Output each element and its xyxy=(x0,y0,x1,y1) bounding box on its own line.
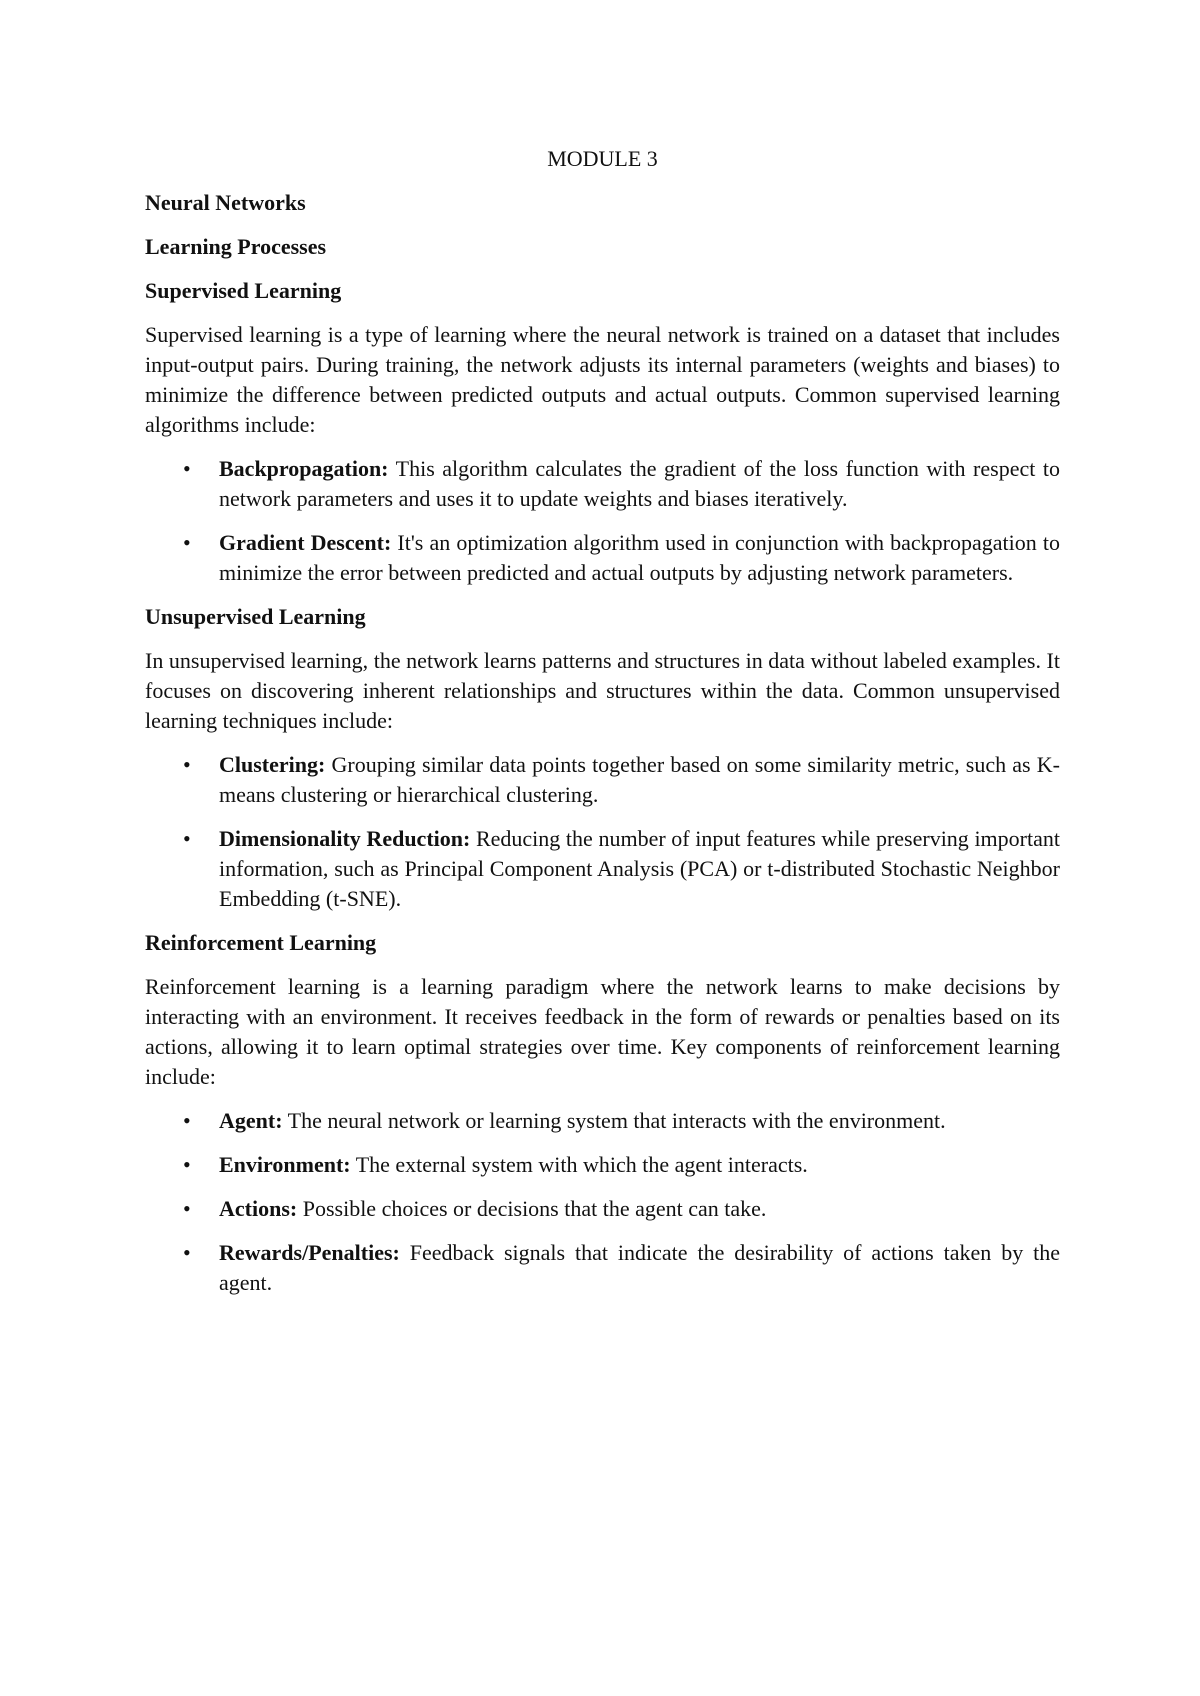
list-item-term: Backpropagation: xyxy=(219,456,389,481)
list-item xyxy=(145,1150,1060,1180)
list-item xyxy=(145,1194,1060,1224)
bullet-icon: • xyxy=(183,1240,191,1265)
bullet-icon: • xyxy=(183,530,191,555)
list-item xyxy=(145,824,1060,914)
bullet-icon: • xyxy=(183,1108,191,1133)
heading-supervised-learning: Supervised Learning xyxy=(145,278,342,303)
supervised-paragraph: Supervised learning is a type of learning where the neural network is trained on a dataset that includes input-output pairs. During training, the network adjusts its internal parameters (weights and biases) to minimize the difference between predicted outputs and actual outputs. Common supervised learning algorithms include: xyxy=(145,322,1060,437)
list-item-text: The neural network or learning system that interacts with the environment. xyxy=(282,1108,946,1133)
unsupervised-paragraph: In unsupervised learning, the network learns patterns and structures in data without labeled examples. It focuses on discovering inherent relationships and structures within the data. Common unsupervised learning techniques include: xyxy=(145,648,1060,733)
list-item xyxy=(145,1106,1060,1136)
list-item-text: This algorithm calculates the gradient of the loss function with respect to network parameters and uses it to update weights and biases iteratively. xyxy=(219,456,1060,511)
list-item-text: Possible choices or decisions that the agent can take. xyxy=(297,1196,767,1221)
list-item xyxy=(145,750,1060,810)
list-item-term: Rewards/Penalties: xyxy=(219,1240,400,1265)
reinforcement-list xyxy=(145,1106,1060,1298)
list-item-text: Grouping similar data points together based on some similarity metric, such as K-means clustering or hierarchical clustering. xyxy=(219,752,1060,807)
module-title: MODULE 3 xyxy=(547,146,658,171)
list-item xyxy=(145,454,1060,514)
document-content xyxy=(145,144,1060,1312)
bullet-icon: • xyxy=(183,1196,191,1221)
list-item-term: Actions: xyxy=(219,1196,298,1221)
bullet-icon: • xyxy=(183,1152,191,1177)
supervised-list xyxy=(145,454,1060,588)
list-item-term: Clustering: xyxy=(219,752,326,777)
reinforcement-paragraph: Reinforcement learning is a learning paradigm where the network learns to make decisions by interacting with an environment. It receives feedback in the form of rewards or penalties based on its actions, allowing it to learn optimal strategies over time. Key components of reinforcement learning include: xyxy=(145,974,1060,1089)
heading-reinforcement-learning: Reinforcement Learning xyxy=(145,930,377,955)
list-item-text: Feedback signals that indicate the desirability of actions taken by the agent. xyxy=(219,1240,1060,1295)
heading-neural-networks: Neural Networks xyxy=(145,190,306,215)
list-item-text: The external system with which the agent interacts. xyxy=(350,1152,808,1177)
list-item-term: Agent: xyxy=(219,1108,283,1133)
list-item xyxy=(145,1238,1060,1298)
bullet-icon: • xyxy=(183,752,191,777)
list-item-text: Reducing the number of input features while preserving important information, such as Principal Component Analysis (PCA) or t-distributed Stochastic Neighbor Embedding (t-SNE). xyxy=(219,826,1060,911)
heading-learning-processes: Learning Processes xyxy=(145,234,327,259)
list-item xyxy=(145,528,1060,588)
heading-unsupervised-learning: Unsupervised Learning xyxy=(145,604,366,629)
bullet-icon: • xyxy=(183,826,191,851)
unsupervised-list xyxy=(145,750,1060,914)
list-item-term: Dimensionality Reduction: xyxy=(219,826,471,851)
list-item-term: Environment: xyxy=(219,1152,351,1177)
bullet-icon: • xyxy=(183,456,191,481)
list-item-term: Gradient Descent: xyxy=(219,530,392,555)
list-item-text: It's an optimization algorithm used in conjunction with backpropagation to minimize the error between predicted and actual outputs by adjusting network parameters. xyxy=(219,530,1060,585)
